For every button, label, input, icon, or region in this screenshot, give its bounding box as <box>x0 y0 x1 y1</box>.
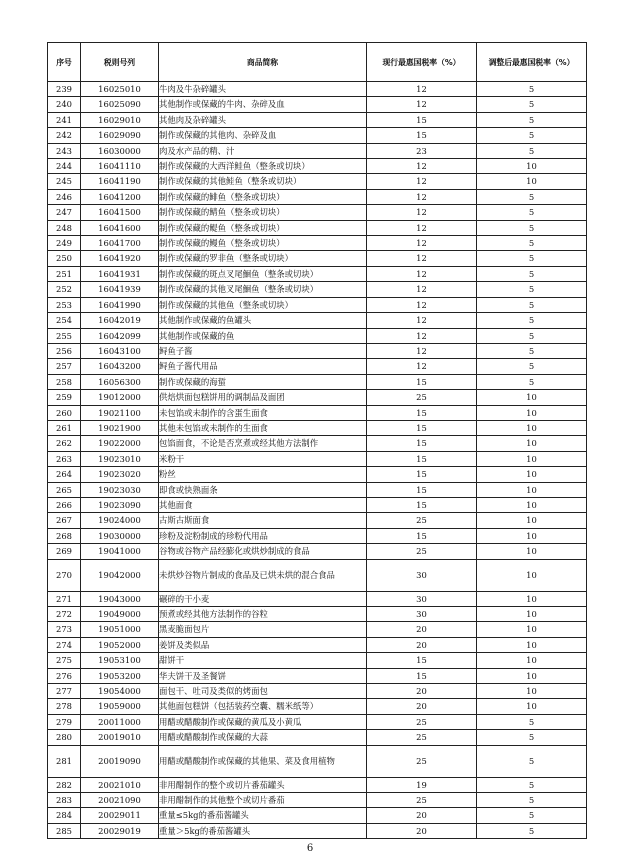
cell-adjusted-rate: 10 <box>477 436 587 451</box>
cell-tariff-code: 16041939 <box>81 282 159 297</box>
table-row <box>48 282 587 297</box>
cell-adjusted-rate: 5 <box>477 374 587 389</box>
cell-no: 244 <box>48 159 81 174</box>
cell-no: 256 <box>48 343 81 358</box>
table-row <box>48 482 587 497</box>
cell-adjusted-rate: 5 <box>477 343 587 358</box>
cell-product-name: 其他制作或保藏的牛肉、杂碎及血 <box>159 97 367 112</box>
page-number: 6 <box>306 843 314 854</box>
table-row <box>48 220 587 235</box>
cell-product-name: 华夫饼干及圣餐饼 <box>159 668 367 683</box>
cell-tariff-code: 16029090 <box>81 128 159 143</box>
cell-no: 255 <box>48 328 81 343</box>
cell-no: 275 <box>48 653 81 668</box>
cell-tariff-code: 20029011 <box>81 808 159 823</box>
cell-current-rate: 15 <box>367 528 477 543</box>
table-row <box>48 793 587 808</box>
cell-product-name: 其他肉及杂碎罐头 <box>159 112 367 127</box>
cell-adjusted-rate: 10 <box>477 405 587 420</box>
table-row <box>48 112 587 127</box>
cell-tariff-code: 16030000 <box>81 143 159 158</box>
cell-adjusted-rate: 10 <box>477 528 587 543</box>
cell-no: 245 <box>48 174 81 189</box>
cell-no: 259 <box>48 390 81 405</box>
header-current-rate: 现行最惠国税率（%） <box>367 43 477 82</box>
cell-no: 266 <box>48 497 81 512</box>
cell-product-name: 姜饼及类似品 <box>159 637 367 652</box>
cell-adjusted-rate: 5 <box>477 205 587 220</box>
cell-current-rate: 12 <box>367 313 477 328</box>
cell-no: 261 <box>48 420 81 435</box>
table-row <box>48 328 587 343</box>
cell-product-name: 制作或保藏的其他鲑鱼（整条或切块） <box>159 174 367 189</box>
cell-tariff-code: 16041600 <box>81 220 159 235</box>
cell-no: 262 <box>48 436 81 451</box>
cell-current-rate: 30 <box>367 591 477 606</box>
cell-tariff-code: 16041920 <box>81 251 159 266</box>
cell-product-name: 面包干、吐司及类似的烤面包 <box>159 684 367 699</box>
cell-product-name: 鲟鱼子酱代用品 <box>159 359 367 374</box>
cell-product-name: 用醋或醋酸制作或保藏的大蒜 <box>159 730 367 745</box>
cell-no: 283 <box>48 793 81 808</box>
cell-current-rate: 15 <box>367 436 477 451</box>
table-row <box>48 714 587 729</box>
cell-current-rate: 25 <box>367 714 477 729</box>
cell-no: 269 <box>48 544 81 559</box>
cell-current-rate: 12 <box>367 343 477 358</box>
cell-no: 278 <box>48 699 81 714</box>
cell-current-rate: 12 <box>367 328 477 343</box>
cell-product-name: 重量＞5kg的番茄酱罐头 <box>159 823 367 838</box>
cell-adjusted-rate: 10 <box>477 699 587 714</box>
cell-no: 247 <box>48 205 81 220</box>
cell-tariff-code: 20029019 <box>81 823 159 838</box>
cell-product-name: 制作或保藏的海蜇 <box>159 374 367 389</box>
cell-product-name: 碾碎的干小麦 <box>159 591 367 606</box>
table-row <box>48 359 587 374</box>
cell-current-rate: 25 <box>367 513 477 528</box>
cell-tariff-code: 19053200 <box>81 668 159 683</box>
table-row <box>48 405 587 420</box>
cell-tariff-code: 16041931 <box>81 266 159 281</box>
cell-adjusted-rate: 10 <box>477 668 587 683</box>
cell-product-name: 重量≤5kg的番茄酱罐头 <box>159 808 367 823</box>
cell-product-name: 预煮或经其他方法制作的谷粒 <box>159 607 367 622</box>
cell-tariff-code: 16041500 <box>81 205 159 220</box>
cell-tariff-code: 16029010 <box>81 112 159 127</box>
cell-tariff-code: 19022000 <box>81 436 159 451</box>
cell-tariff-code: 16042099 <box>81 328 159 343</box>
cell-tariff-code: 16043200 <box>81 359 159 374</box>
cell-product-name: 甜饼干 <box>159 653 367 668</box>
table-row <box>48 823 587 838</box>
cell-no: 265 <box>48 482 81 497</box>
cell-current-rate: 25 <box>367 745 477 777</box>
cell-tariff-code: 19043000 <box>81 591 159 606</box>
cell-product-name: 肉及水产品的精、汁 <box>159 143 367 158</box>
cell-adjusted-rate: 10 <box>477 622 587 637</box>
table-row <box>48 159 587 174</box>
cell-adjusted-rate: 5 <box>477 714 587 729</box>
cell-tariff-code: 16025090 <box>81 97 159 112</box>
table-row <box>48 236 587 251</box>
cell-product-name: 非用醋制作的其他整个或切片番茄 <box>159 793 367 808</box>
cell-adjusted-rate: 10 <box>477 159 587 174</box>
cell-no: 271 <box>48 591 81 606</box>
cell-current-rate: 25 <box>367 544 477 559</box>
cell-no: 263 <box>48 451 81 466</box>
table-row <box>48 343 587 358</box>
cell-tariff-code: 20019090 <box>81 745 159 777</box>
cell-no: 243 <box>48 143 81 158</box>
cell-tariff-code: 20021010 <box>81 777 159 792</box>
cell-adjusted-rate: 10 <box>477 451 587 466</box>
cell-current-rate: 12 <box>367 174 477 189</box>
cell-current-rate: 12 <box>367 82 477 97</box>
header-adjusted-rate: 调整后最惠国税率（%） <box>477 43 587 82</box>
cell-product-name: 用醋或醋酸制作或保藏的其他果、菜及食用植物 <box>159 745 367 777</box>
table-row <box>48 622 587 637</box>
cell-product-name: 制作或保藏的鳗鱼（整条或切块） <box>159 236 367 251</box>
cell-product-name: 制作或保藏的大西洋鲑鱼（整条或切块） <box>159 159 367 174</box>
cell-adjusted-rate: 5 <box>477 189 587 204</box>
cell-product-name: 包馅面食，不论是否烹煮或经其他方法制作 <box>159 436 367 451</box>
cell-product-name: 制作或保藏的罗非鱼（整条或切块） <box>159 251 367 266</box>
cell-current-rate: 12 <box>367 236 477 251</box>
table-row <box>48 528 587 543</box>
cell-adjusted-rate: 10 <box>477 467 587 482</box>
cell-current-rate: 15 <box>367 405 477 420</box>
cell-tariff-code: 19021100 <box>81 405 159 420</box>
cell-adjusted-rate: 10 <box>477 591 587 606</box>
cell-no: 264 <box>48 467 81 482</box>
table-row <box>48 591 587 606</box>
cell-tariff-code: 19054000 <box>81 684 159 699</box>
cell-adjusted-rate: 5 <box>477 297 587 312</box>
cell-no: 254 <box>48 313 81 328</box>
table-row <box>48 653 587 668</box>
table-row <box>48 128 587 143</box>
header-tariff-code: 税则号列 <box>81 43 159 82</box>
cell-adjusted-rate: 5 <box>477 220 587 235</box>
cell-tariff-code: 19023090 <box>81 497 159 512</box>
cell-current-rate: 12 <box>367 359 477 374</box>
cell-adjusted-rate: 5 <box>477 359 587 374</box>
table-row <box>48 467 587 482</box>
cell-adjusted-rate: 5 <box>477 730 587 745</box>
cell-tariff-code: 16025010 <box>81 82 159 97</box>
cell-product-name: 其他面食 <box>159 497 367 512</box>
table-row <box>48 730 587 745</box>
cell-product-name: 制作或保藏的鲱鱼（整条或切块） <box>159 189 367 204</box>
table-row <box>48 745 587 777</box>
cell-current-rate: 15 <box>367 128 477 143</box>
cell-current-rate: 12 <box>367 297 477 312</box>
table-row <box>48 189 587 204</box>
cell-tariff-code: 19023020 <box>81 467 159 482</box>
table-row <box>48 808 587 823</box>
cell-no: 248 <box>48 220 81 235</box>
cell-no: 267 <box>48 513 81 528</box>
cell-no: 276 <box>48 668 81 683</box>
table-row <box>48 174 587 189</box>
cell-current-rate: 25 <box>367 793 477 808</box>
cell-adjusted-rate: 5 <box>477 777 587 792</box>
cell-product-name: 珍粉及淀粉制成的珍粉代用品 <box>159 528 367 543</box>
cell-current-rate: 20 <box>367 699 477 714</box>
cell-current-rate: 15 <box>367 653 477 668</box>
table-row <box>48 266 587 281</box>
cell-tariff-code: 19023010 <box>81 451 159 466</box>
cell-tariff-code: 16042019 <box>81 313 159 328</box>
cell-product-name: 其他制作或保藏的鱼罐头 <box>159 313 367 328</box>
cell-no: 274 <box>48 637 81 652</box>
cell-product-name: 其他面包糕饼（包括装药空囊、糯米纸等） <box>159 699 367 714</box>
table-row <box>48 374 587 389</box>
cell-product-name: 供焙烘面包糕饼用的调制品及面团 <box>159 390 367 405</box>
table-row <box>48 544 587 559</box>
cell-current-rate: 30 <box>367 559 477 591</box>
cell-current-rate: 12 <box>367 266 477 281</box>
cell-current-rate: 15 <box>367 374 477 389</box>
cell-tariff-code: 19023030 <box>81 482 159 497</box>
cell-current-rate: 15 <box>367 467 477 482</box>
cell-adjusted-rate: 5 <box>477 313 587 328</box>
cell-current-rate: 12 <box>367 205 477 220</box>
cell-adjusted-rate: 5 <box>477 793 587 808</box>
table-row <box>48 82 587 97</box>
cell-adjusted-rate: 10 <box>477 513 587 528</box>
cell-product-name: 鲟鱼子酱 <box>159 343 367 358</box>
cell-no: 242 <box>48 128 81 143</box>
cell-current-rate: 25 <box>367 730 477 745</box>
cell-product-name: 其他制作或保藏的鱼 <box>159 328 367 343</box>
cell-product-name: 黑麦脆面包片 <box>159 622 367 637</box>
cell-product-name: 即食或快熟面条 <box>159 482 367 497</box>
cell-tariff-code: 19051000 <box>81 622 159 637</box>
cell-tariff-code: 19052000 <box>81 637 159 652</box>
cell-adjusted-rate: 10 <box>477 482 587 497</box>
table-row <box>48 420 587 435</box>
cell-current-rate: 19 <box>367 777 477 792</box>
table-row <box>48 668 587 683</box>
cell-tariff-code: 19053100 <box>81 653 159 668</box>
cell-tariff-code: 20021090 <box>81 793 159 808</box>
cell-tariff-code: 16041990 <box>81 297 159 312</box>
cell-no: 282 <box>48 777 81 792</box>
cell-current-rate: 12 <box>367 251 477 266</box>
cell-tariff-code: 16041190 <box>81 174 159 189</box>
cell-tariff-code: 19059000 <box>81 699 159 714</box>
cell-tariff-code: 19012000 <box>81 390 159 405</box>
cell-adjusted-rate: 10 <box>477 607 587 622</box>
table-row <box>48 313 587 328</box>
cell-tariff-code: 16041110 <box>81 159 159 174</box>
cell-tariff-code: 19021900 <box>81 420 159 435</box>
table-row <box>48 497 587 512</box>
cell-adjusted-rate: 5 <box>477 328 587 343</box>
table-row <box>48 637 587 652</box>
cell-current-rate: 20 <box>367 823 477 838</box>
cell-tariff-code: 19024000 <box>81 513 159 528</box>
cell-product-name: 制作或保藏的鳀鱼（整条或切块） <box>159 220 367 235</box>
cell-product-name: 未烘炒谷物片制成的食品及已烘未烘的混合食品 <box>159 559 367 591</box>
cell-no: 241 <box>48 112 81 127</box>
cell-no: 279 <box>48 714 81 729</box>
cell-current-rate: 15 <box>367 668 477 683</box>
cell-current-rate: 12 <box>367 282 477 297</box>
cell-no: 281 <box>48 745 81 777</box>
table-header-row <box>48 43 587 82</box>
cell-current-rate: 12 <box>367 97 477 112</box>
cell-no: 250 <box>48 251 81 266</box>
cell-adjusted-rate: 5 <box>477 745 587 777</box>
table-row <box>48 390 587 405</box>
table-row <box>48 684 587 699</box>
cell-no: 285 <box>48 823 81 838</box>
cell-adjusted-rate: 5 <box>477 823 587 838</box>
cell-no: 252 <box>48 282 81 297</box>
cell-tariff-code: 20019010 <box>81 730 159 745</box>
cell-current-rate: 12 <box>367 159 477 174</box>
table-body <box>48 82 587 839</box>
cell-product-name: 牛肉及牛杂碎罐头 <box>159 82 367 97</box>
cell-no: 270 <box>48 559 81 591</box>
cell-no: 251 <box>48 266 81 281</box>
table-row <box>48 777 587 792</box>
cell-no: 280 <box>48 730 81 745</box>
cell-current-rate: 12 <box>367 220 477 235</box>
table-row <box>48 513 587 528</box>
cell-current-rate: 15 <box>367 482 477 497</box>
cell-no: 284 <box>48 808 81 823</box>
cell-adjusted-rate: 10 <box>477 497 587 512</box>
cell-tariff-code: 19049000 <box>81 607 159 622</box>
tariff-table <box>47 42 587 839</box>
table-row <box>48 143 587 158</box>
cell-current-rate: 12 <box>367 189 477 204</box>
cell-product-name: 谷物或谷物产品经膨化或烘炒制成的食品 <box>159 544 367 559</box>
table-row <box>48 436 587 451</box>
cell-adjusted-rate: 5 <box>477 266 587 281</box>
cell-no: 246 <box>48 189 81 204</box>
cell-current-rate: 20 <box>367 684 477 699</box>
cell-adjusted-rate: 5 <box>477 236 587 251</box>
cell-adjusted-rate: 10 <box>477 559 587 591</box>
table-row <box>48 699 587 714</box>
header-no: 序号 <box>48 43 81 82</box>
cell-tariff-code: 16041200 <box>81 189 159 204</box>
cell-product-name: 古斯古斯面食 <box>159 513 367 528</box>
cell-tariff-code: 19042000 <box>81 559 159 591</box>
cell-tariff-code: 16041700 <box>81 236 159 251</box>
cell-no: 273 <box>48 622 81 637</box>
cell-adjusted-rate: 5 <box>477 251 587 266</box>
cell-product-name: 粉丝 <box>159 467 367 482</box>
table-row <box>48 97 587 112</box>
cell-adjusted-rate: 5 <box>477 112 587 127</box>
cell-product-name: 制作或保藏的斑点叉尾鮰鱼（整条或切块） <box>159 266 367 281</box>
cell-adjusted-rate: 5 <box>477 128 587 143</box>
cell-product-name: 制作或保藏的其他肉、杂碎及血 <box>159 128 367 143</box>
cell-adjusted-rate: 10 <box>477 653 587 668</box>
cell-no: 268 <box>48 528 81 543</box>
cell-product-name: 未包馅或未制作的含蛋生面食 <box>159 405 367 420</box>
cell-current-rate: 20 <box>367 637 477 652</box>
cell-tariff-code: 19041000 <box>81 544 159 559</box>
cell-product-name: 其他未包馅或未制作的生面食 <box>159 420 367 435</box>
cell-no: 239 <box>48 82 81 97</box>
cell-product-name: 用醋或醋酸制作或保藏的黄瓜及小黄瓜 <box>159 714 367 729</box>
table-row <box>48 559 587 591</box>
cell-no: 258 <box>48 374 81 389</box>
table-row <box>48 251 587 266</box>
cell-no: 260 <box>48 405 81 420</box>
cell-tariff-code: 16043100 <box>81 343 159 358</box>
cell-current-rate: 30 <box>367 607 477 622</box>
cell-tariff-code: 16056300 <box>81 374 159 389</box>
cell-adjusted-rate: 10 <box>477 174 587 189</box>
cell-no: 277 <box>48 684 81 699</box>
cell-adjusted-rate: 5 <box>477 808 587 823</box>
cell-no: 257 <box>48 359 81 374</box>
table-row <box>48 451 587 466</box>
cell-adjusted-rate: 5 <box>477 97 587 112</box>
header-product-name: 商品简称 <box>159 43 367 82</box>
cell-adjusted-rate: 10 <box>477 544 587 559</box>
cell-no: 240 <box>48 97 81 112</box>
cell-adjusted-rate: 10 <box>477 684 587 699</box>
cell-adjusted-rate: 10 <box>477 637 587 652</box>
cell-product-name: 非用醋制作的整个或切片番茄罐头 <box>159 777 367 792</box>
cell-no: 272 <box>48 607 81 622</box>
cell-adjusted-rate: 10 <box>477 420 587 435</box>
cell-current-rate: 25 <box>367 390 477 405</box>
cell-tariff-code: 20011000 <box>81 714 159 729</box>
cell-current-rate: 23 <box>367 143 477 158</box>
cell-adjusted-rate: 10 <box>477 390 587 405</box>
table-row <box>48 607 587 622</box>
cell-adjusted-rate: 5 <box>477 143 587 158</box>
cell-current-rate: 15 <box>367 451 477 466</box>
cell-current-rate: 15 <box>367 420 477 435</box>
cell-no: 253 <box>48 297 81 312</box>
cell-current-rate: 15 <box>367 497 477 512</box>
cell-adjusted-rate: 5 <box>477 82 587 97</box>
table-row <box>48 297 587 312</box>
table-row <box>48 205 587 220</box>
cell-product-name: 制作或保藏的鲭鱼（整条或切块） <box>159 205 367 220</box>
cell-adjusted-rate: 5 <box>477 282 587 297</box>
cell-current-rate: 20 <box>367 622 477 637</box>
cell-product-name: 制作或保藏的其他鱼（整条或切块） <box>159 297 367 312</box>
cell-current-rate: 15 <box>367 112 477 127</box>
cell-product-name: 米粉干 <box>159 451 367 466</box>
cell-product-name: 制作或保藏的其他叉尾鮰鱼（整条或切块） <box>159 282 367 297</box>
cell-no: 249 <box>48 236 81 251</box>
cell-tariff-code: 19030000 <box>81 528 159 543</box>
cell-current-rate: 20 <box>367 808 477 823</box>
